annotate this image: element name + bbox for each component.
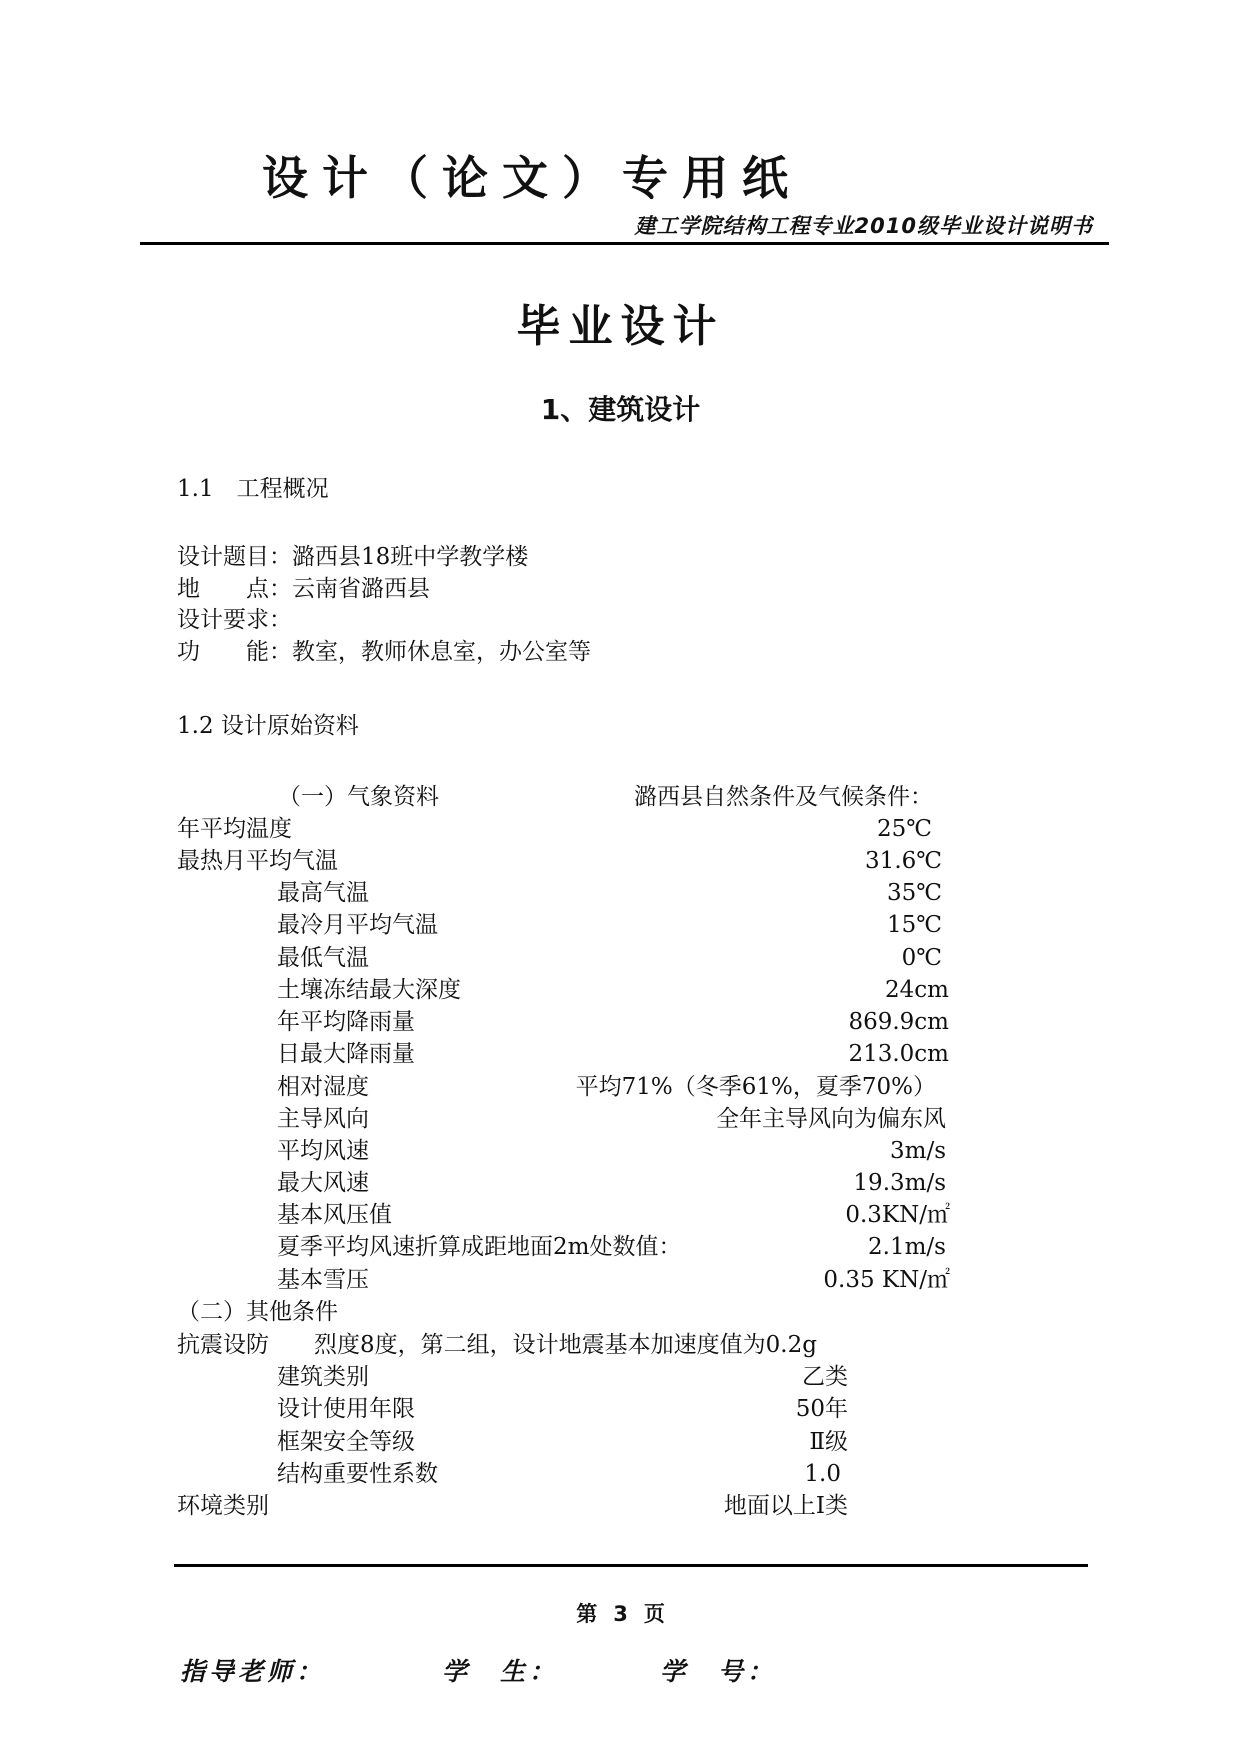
climate-value: 3m/s <box>890 1138 946 1164</box>
climate-value: 全年主导风向为偏东风 <box>716 1106 946 1132</box>
section-1-1-heading: 1.1 工程概况 <box>177 476 329 502</box>
climate-value: 0.3KN/㎡ <box>845 1202 950 1228</box>
other-value: 1.0 <box>804 1461 841 1487</box>
climate-note: 潞西县自然条件及气候条件： <box>634 784 933 810</box>
project-line: 设计要求： <box>177 607 292 633</box>
other-heading: （二）其他条件 <box>177 1299 338 1325</box>
section-1-2-heading: 1.2 设计原始资料 <box>177 713 359 739</box>
climate-value: 31.6℃ <box>865 848 942 874</box>
seismic-label: 抗震设防 <box>177 1332 269 1358</box>
climate-value: 35℃ <box>887 880 942 906</box>
climate-value: 0.35 KN/㎡ <box>823 1267 950 1293</box>
project-line: 设计题目：潞西县18班中学教学楼 <box>177 544 529 570</box>
section-title: 1、建筑设计 <box>540 393 701 426</box>
other-label: 建筑类别 <box>277 1364 369 1390</box>
footer-divider <box>174 1564 1088 1567</box>
project-line: 地 点：云南省潞西县 <box>177 576 430 602</box>
other-value: 乙类 <box>802 1364 848 1390</box>
climate-label: 年平均温度 <box>177 816 292 842</box>
climate-label: 年平均降雨量 <box>277 1009 415 1035</box>
header-divider <box>140 242 1109 245</box>
other-label: 框架安全等级 <box>277 1429 415 1455</box>
other-label: 设计使用年限 <box>277 1396 415 1422</box>
climate-label: 平均风速 <box>277 1138 369 1164</box>
advisor-label: 指导老师： <box>180 1657 326 1686</box>
climate-value: 213.0cm <box>848 1041 949 1067</box>
student-id-label: 学 号： <box>660 1657 777 1686</box>
climate-value: 25℃ <box>877 816 932 842</box>
paper-header-title: 设计（论文）专用纸 <box>262 151 802 205</box>
climate-label: 土壤冻结最大深度 <box>277 977 461 1003</box>
student-label: 学 生： <box>442 1657 559 1686</box>
page-number-value: 3 <box>613 1602 628 1626</box>
other-label: 结构重要性系数 <box>277 1461 438 1487</box>
climate-label: 相对湿度 <box>277 1074 369 1100</box>
climate-label: 最大风速 <box>277 1170 369 1196</box>
other-value: 地面以上Ⅰ类 <box>723 1493 848 1519</box>
climate-value: 24cm <box>885 977 949 1003</box>
climate-label: 最高气温 <box>277 880 369 906</box>
climate-label: 最低气温 <box>277 945 369 971</box>
climate-label: 最冷月平均气温 <box>277 912 438 938</box>
climate-value: 869.9cm <box>848 1009 949 1035</box>
page-number <box>0 1598 1241 1628</box>
other-value: 50年 <box>795 1396 848 1422</box>
climate-label: 日最大降雨量 <box>277 1041 415 1067</box>
other-label: 环境类别 <box>177 1493 269 1519</box>
page-prefix: 第 <box>576 1602 598 1626</box>
climate-value: 2.1m/s <box>868 1234 946 1260</box>
climate-value: 平均71%（冬季61%，夏季70%） <box>575 1074 936 1100</box>
other-value: Ⅱ级 <box>809 1429 848 1455</box>
climate-heading: （一）气象资料 <box>278 784 439 810</box>
document-title: 毕业设计 <box>516 301 725 352</box>
climate-label: 最热月平均气温 <box>177 848 338 874</box>
climate-value: 15℃ <box>887 912 942 938</box>
climate-value: 19.3m/s <box>853 1170 946 1196</box>
climate-label: 夏季平均风速折算成距地面2m处数值： <box>277 1234 682 1260</box>
page-suffix: 页 <box>643 1602 665 1626</box>
climate-label: 基本雪压 <box>277 1267 369 1293</box>
climate-label: 主导风向 <box>277 1106 369 1132</box>
project-line: 功 能：教室，教师休息室，办公室等 <box>177 639 591 665</box>
paper-header-subtitle: 建工学院结构工程专业2010级毕业设计说明书 <box>634 214 1093 238</box>
climate-label: 基本风压值 <box>277 1202 392 1228</box>
seismic-value: 烈度8度，第二组，设计地震基本加速度值为0.2g <box>314 1332 817 1358</box>
climate-value: 0℃ <box>901 945 942 971</box>
